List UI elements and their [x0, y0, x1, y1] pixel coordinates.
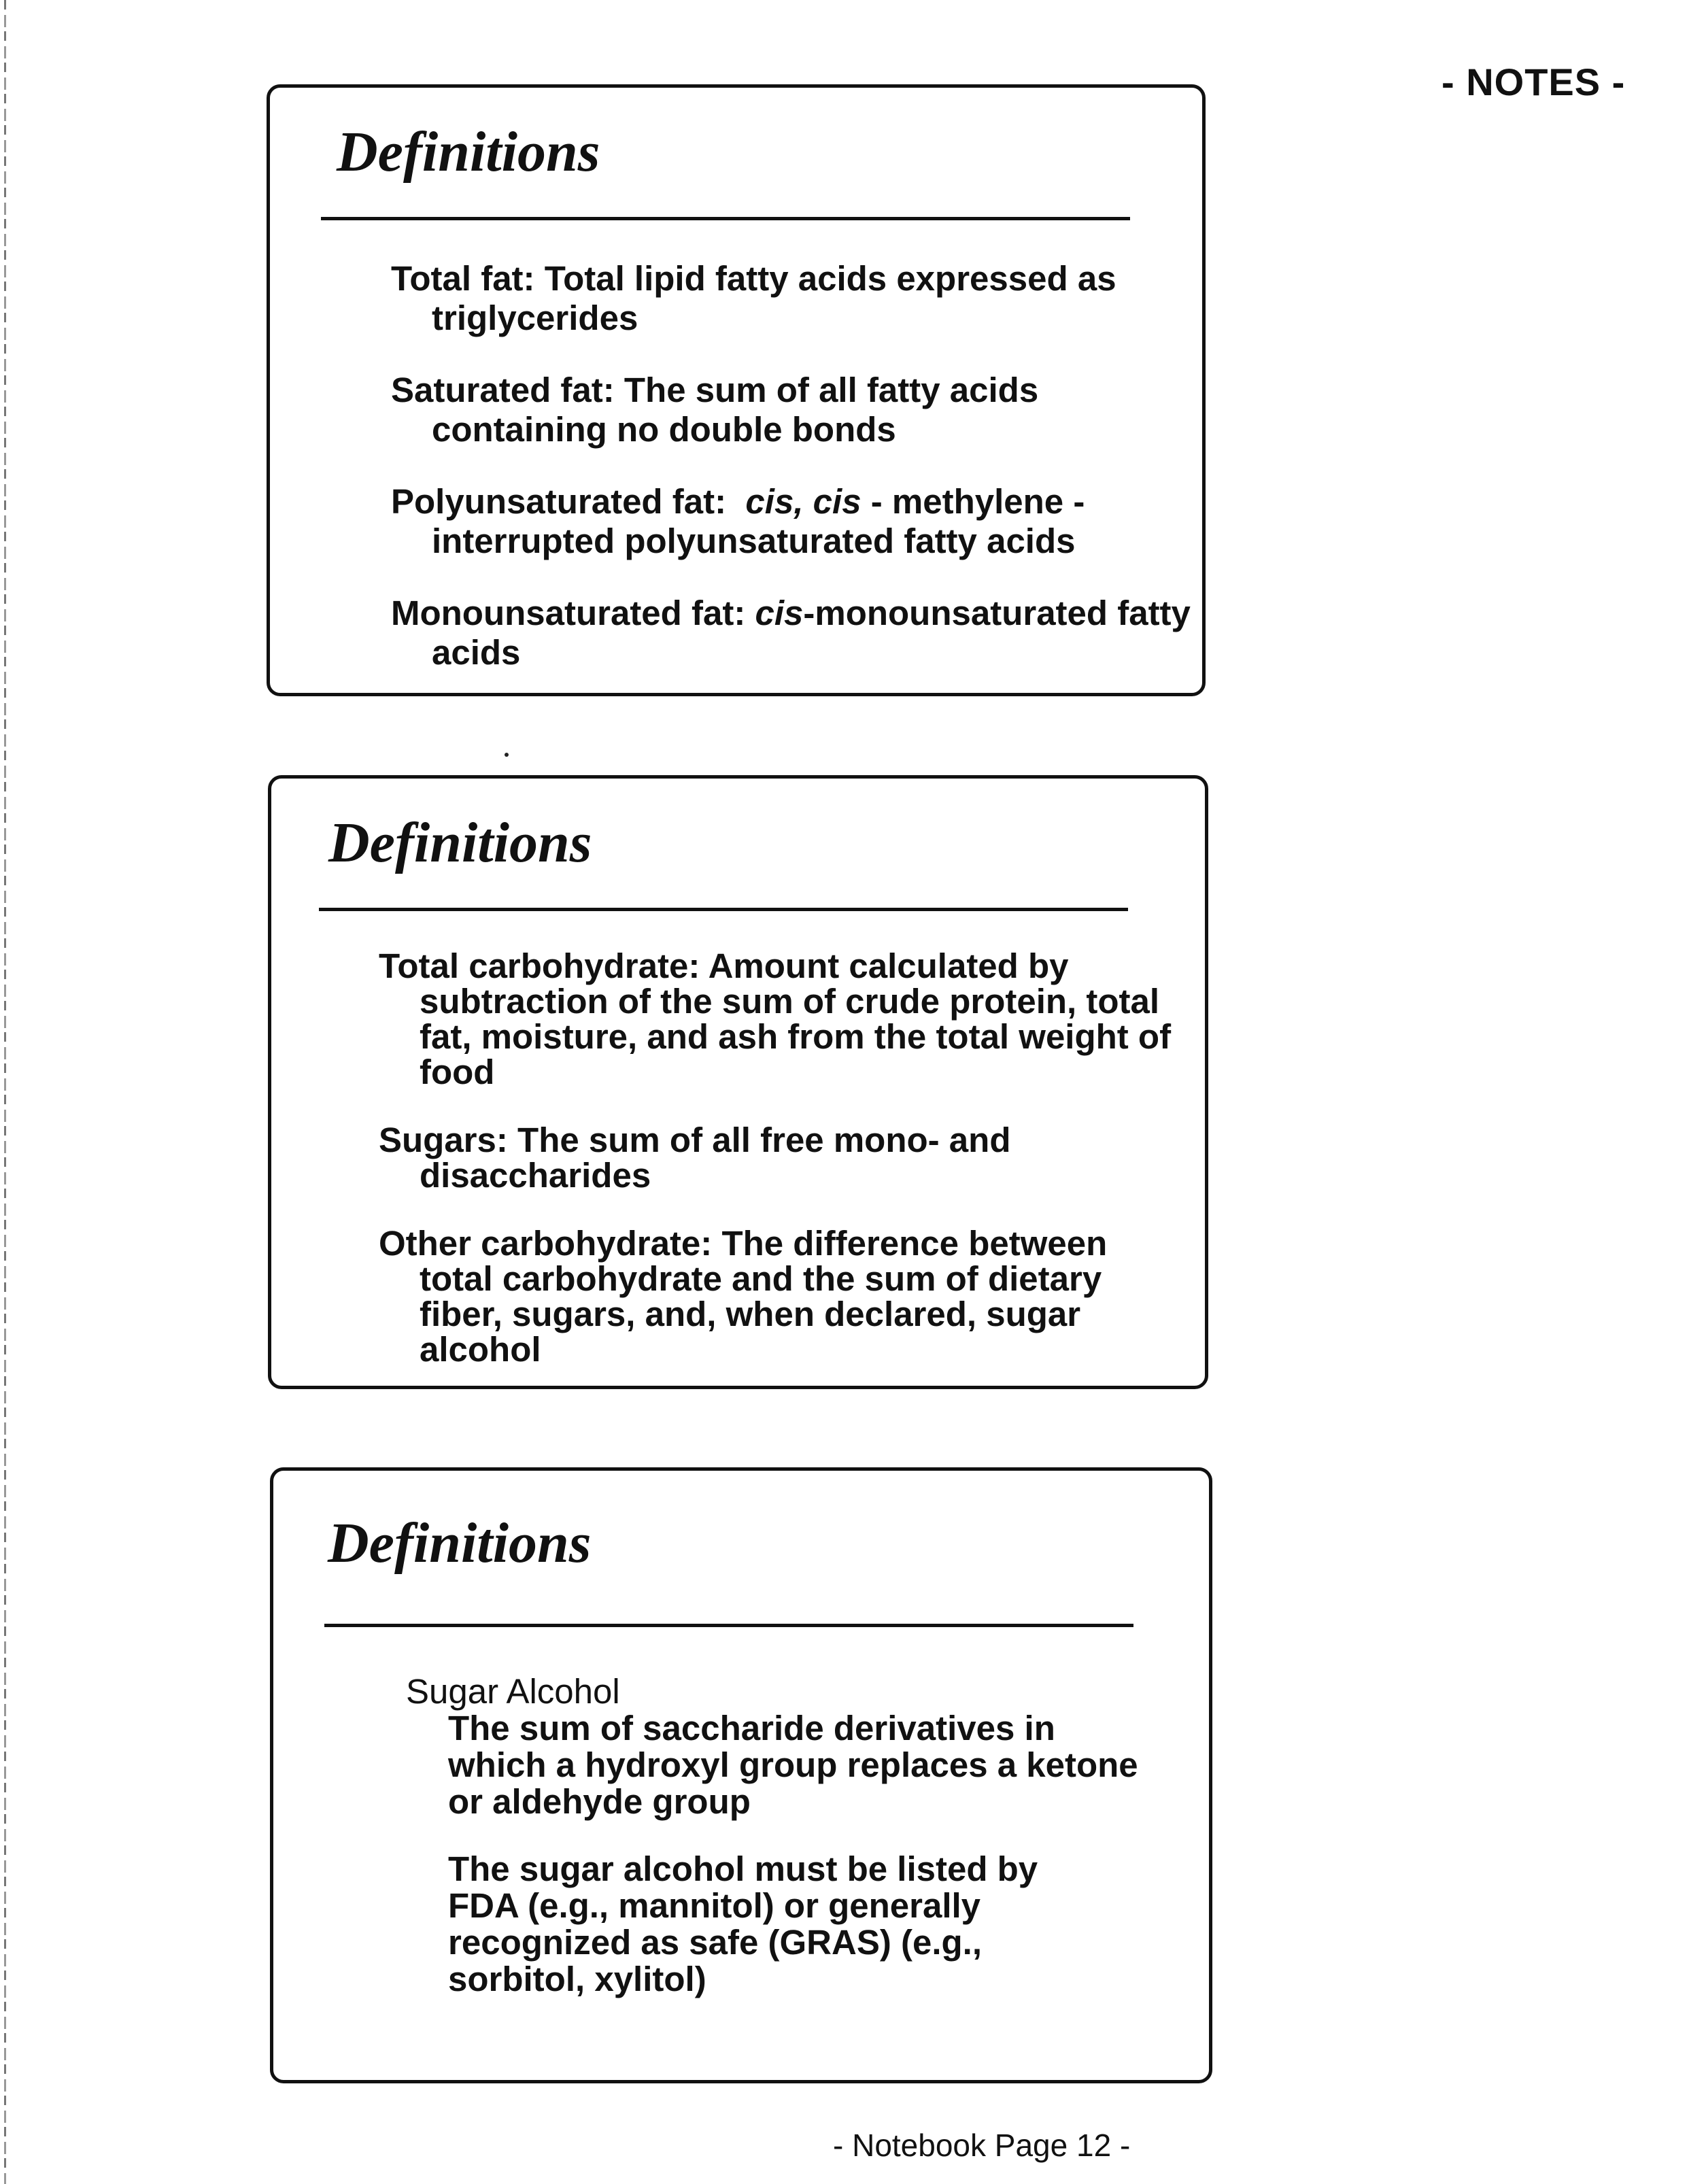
- definition-italic: cis: [755, 594, 804, 632]
- panel-title: Definitions: [337, 120, 600, 184]
- definition-list: [379, 946, 1188, 1400]
- definitions-panel-fat: [267, 84, 1206, 696]
- definition-term: Polyunsaturated fat:: [391, 482, 727, 521]
- definition-term-sugar-alcohol: Sugar Alcohol: [406, 1672, 620, 1711]
- definition-text: The sum of all free mono- and disaccharides: [420, 1121, 1011, 1195]
- definition-italic: cis, cis: [745, 482, 861, 521]
- definition-term: Monounsaturated fat:: [391, 594, 746, 632]
- panel-title: Definitions: [328, 1512, 592, 1575]
- definition-list: [391, 259, 1193, 705]
- definition-list: [406, 1673, 1154, 2028]
- definition-paragraph: The sugar alcohol must be listed by FDA (e.g., mannitol) or generally recognized as safe (GRAS) (e.g., sorbitol, xylitol): [448, 1849, 1038, 1998]
- definition-term: Other carbohydrate:: [379, 1224, 713, 1263]
- notes-header: - NOTES -: [1441, 61, 1626, 103]
- definition-text: Total lipid fatty acids expressed as triglycerides: [432, 259, 1116, 337]
- page-footer: - Notebook Page 12 -: [833, 2128, 1131, 2163]
- definitions-panel-carbohydrate: [268, 775, 1208, 1389]
- definition-saturated-fat: [391, 371, 1193, 449]
- definition-text: -monounsaturated fatty acids: [432, 594, 1191, 672]
- title-rule: [321, 217, 1130, 220]
- panel-title: Definitions: [328, 811, 592, 874]
- scan-edge-mark: [4, 0, 6, 2184]
- definition-term: Saturated fat:: [391, 371, 615, 409]
- definition-total-carbohydrate: [379, 946, 1188, 1091]
- definition-term: Total fat:: [391, 259, 535, 298]
- definition-monounsaturated-fat: [391, 594, 1193, 672]
- definition-polyunsaturated-fat: [391, 482, 1193, 561]
- title-rule: [324, 1624, 1133, 1627]
- definition-other-carbohydrate: [379, 1226, 1188, 1367]
- title-rule: [319, 908, 1128, 911]
- definition-text: The difference between total carbohydrate and the sum of dietary fiber, sugars, and, when declared, sugar alcohol: [420, 1224, 1108, 1369]
- definition-term: Total carbohydrate:: [379, 946, 700, 985]
- definition-total-fat: [391, 259, 1193, 338]
- definition-text: Amount calculated by subtraction of the sum of crude protein, total fat, moisture, and ash from the total weight of food: [420, 946, 1172, 1091]
- stray-dot: [505, 753, 509, 757]
- definitions-panel-sugar-alcohol: [270, 1467, 1212, 2083]
- definition-term: Sugars:: [379, 1121, 508, 1159]
- definition-paragraph: The sum of saccharide derivatives in which a hydroxyl group replaces a ketone or aldehyde group: [448, 1709, 1138, 1821]
- definition-text: - methylene - interrupted polyunsaturated fatty acids: [432, 482, 1085, 560]
- definition-sugars: [379, 1123, 1188, 1193]
- definition-text: The sum of all fatty acids containing no double bonds: [432, 371, 1039, 449]
